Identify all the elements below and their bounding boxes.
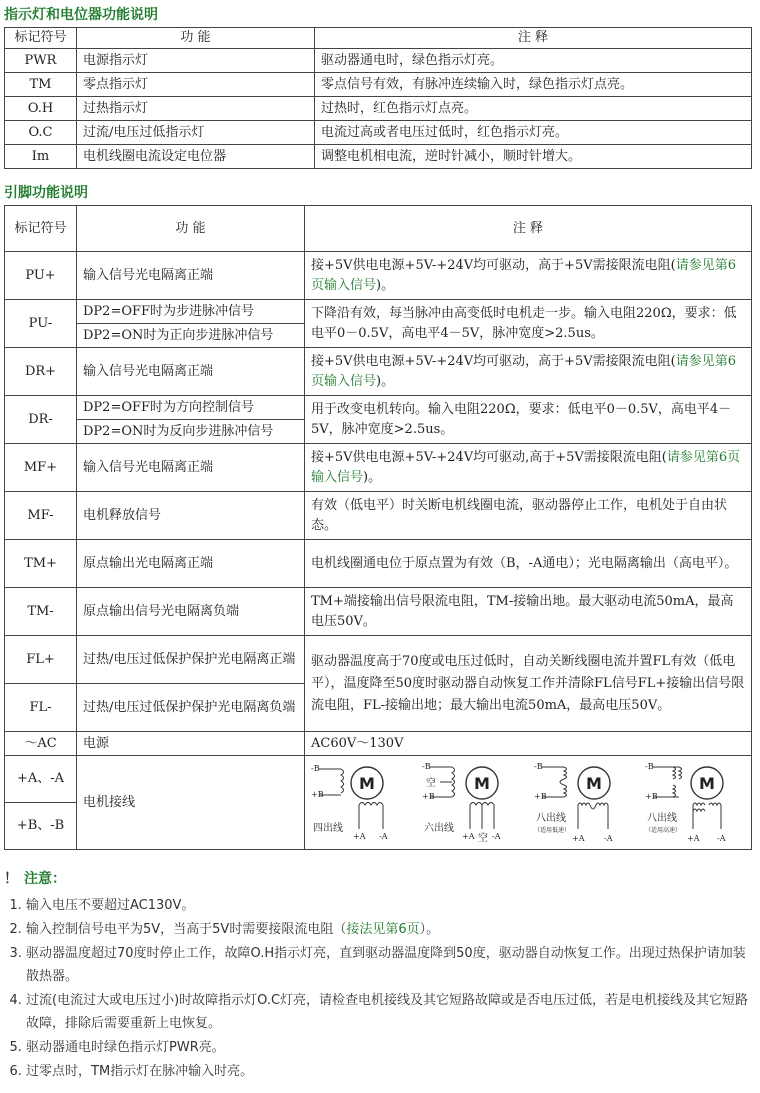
col-header-symbol: 标记符号 [5, 206, 77, 252]
diagram-subcaption: （适用低速） [533, 826, 570, 834]
list-item: 6. 过零点时，TM指示灯在脉冲输入时亮。 [26, 1060, 756, 1083]
diagram-subcaption: （适用高速） [645, 826, 682, 834]
label-minus-a: -A [492, 831, 501, 841]
pin-table [4, 205, 752, 850]
label-plus-a: +A [462, 831, 475, 841]
pin-function: 原点输出光电隔离正端 [77, 540, 305, 588]
row-note: 调整电机相电流，逆时针减小，顺时针增大。 [315, 145, 752, 169]
motor-letter: M [358, 773, 375, 793]
row-function: 零点指示灯 [77, 73, 315, 97]
col-header-note: 注 释 [315, 28, 752, 49]
pin-symbol: DR- [5, 396, 77, 444]
pin-function: 过热/电压过低保护保护光电隔离正端 [77, 636, 305, 684]
pin-function: DP2=OFF时为步进脉冲信号 [77, 300, 305, 324]
note-link: 请参见第6页输入信号 [311, 449, 741, 485]
motor-letter: M [699, 773, 716, 793]
pin-symbol: MF- [5, 492, 77, 540]
pin-function: 原点输出信号光电隔离负端 [77, 588, 305, 636]
pin-function: 输入信号光电隔离正端 [77, 252, 305, 300]
label-plus-b: +B [310, 789, 324, 799]
pin-function: DP2=OFF时为方向控制信号 [77, 396, 305, 420]
motor-letter: M [585, 773, 602, 793]
table-row [5, 588, 752, 636]
table-row [5, 49, 752, 73]
motor-letter: M [474, 773, 491, 793]
table-row [5, 73, 752, 97]
row-function: 电机线圈电流设定电位器 [77, 145, 315, 169]
pin-note: 接+5V供电电源+5V-+24V均可驱动,高于+5V需接限流电阻(请参见第6页输入信号)。 [305, 444, 752, 492]
row-note: 零点信号有效，有脉冲连续输入时，绿色指示灯点亮。 [315, 73, 752, 97]
label-empty: 空 [426, 777, 437, 789]
pin-symbol: ～AC [5, 732, 77, 756]
col-header-function: 功 能 [77, 206, 305, 252]
label-minus-b: -B [422, 761, 431, 771]
table-row [5, 540, 752, 588]
table-row [5, 492, 752, 540]
list-item: 3. 驱动器温度超过70度时停止工作，故障O.H指示灯亮，直到驱动器温度降到50度，驱动器自动恢复工作。出现过热保护请加装散热器。 [26, 942, 756, 988]
wiring-diagrams [305, 756, 752, 850]
pin-function: 过热/电压过低保护保护光电隔离负端 [77, 684, 305, 732]
table-row [5, 121, 752, 145]
label-minus-b: -B [645, 761, 654, 771]
notes-section [4, 868, 756, 1084]
label-plus-a: +A [687, 833, 700, 843]
pin-symbol: MF+ [5, 444, 77, 492]
wiring-diagram-8wire-high [645, 759, 745, 847]
table-row [5, 396, 752, 420]
row-symbol: TM [5, 73, 77, 97]
pin-note: AC60V～130V [305, 732, 752, 756]
list-item: 1. 输入电压不要超过AC130V。 [26, 894, 756, 917]
label-plus-a: +A [352, 831, 366, 841]
label-minus-a: -A [717, 833, 726, 843]
pin-symbol: +A、-A [5, 756, 77, 803]
indicator-table [4, 27, 752, 169]
label-minus-a: -A [378, 831, 388, 841]
pin-function: 输入信号光电隔离正端 [77, 348, 305, 396]
pin-function: 电机接线 [77, 756, 305, 850]
pin-symbol: FL- [5, 684, 77, 732]
col-header-note: 注 释 [305, 206, 752, 252]
table-row [5, 145, 752, 169]
label-plus-a: +A [571, 833, 585, 843]
row-note: 过热时，红色指示灯点亮。 [315, 97, 752, 121]
warning-icon: ！ [4, 871, 18, 887]
list-item: 5. 驱动器通电时绿色指示灯PWR亮。 [26, 1036, 756, 1059]
row-symbol: PWR [5, 49, 77, 73]
row-function: 电源指示灯 [77, 49, 315, 73]
table-row [5, 636, 752, 684]
pin-note: 下降沿有效，每当脉冲由高变低时电机走一步。输入电阻220Ω，要求：低电平0－0.5V，高电平4－5V，脉冲宽度>2.5us。 [305, 300, 752, 348]
note-link: 请参见第6页输入信号 [311, 353, 737, 389]
label-minus-b: -B [533, 761, 543, 771]
label-minus-a: -A [603, 833, 613, 843]
diagram-caption: 八出线 [647, 812, 678, 824]
pin-symbol: DR+ [5, 348, 77, 396]
pin-note: 接+5V供电电源+5V-+24V均可驱动，高于+5V需接限流电阻(请参见第6页输入信号)。 [305, 252, 752, 300]
pin-symbol: PU+ [5, 252, 77, 300]
pin-symbol: +B、-B [5, 803, 77, 850]
list-item: 4. 过流(电流过大或电压过小)时故障指示灯O.C灯亮，请检查电机接线及其它短路故障或是否电压过低，若是电机接线及其它短路故障，排除后需要重新上电恢复。 [26, 989, 756, 1035]
table-row [5, 732, 752, 756]
table-row [5, 756, 752, 803]
pin-note: 电机线圈通电位于原点置为有效（B，-A通电）；光电隔离输出（高电平）。 [305, 540, 752, 588]
list-item: 2. 输入控制信号电平为5V，当高于5V时需要接限流电阻（接法见第6页）。 [26, 918, 756, 941]
col-header-symbol: 标记符号 [5, 28, 77, 49]
row-symbol: O.H [5, 97, 77, 121]
pin-function: 电源 [77, 732, 305, 756]
pin-note: 有效（低电平）时关断电机线圈电流，驱动器停止工作，电机处于自由状态。 [305, 492, 752, 540]
notes-list [4, 894, 756, 1083]
wiring-diagram-6wire [422, 759, 522, 847]
wiring-diagram-4wire [311, 759, 411, 847]
pin-function: 输入信号光电隔离正端 [77, 444, 305, 492]
section1-title: 指示灯和电位器功能说明 [4, 7, 158, 23]
table-row [5, 444, 752, 492]
table-row [5, 300, 752, 324]
notes-title: ！ 注意： [4, 871, 66, 887]
label-plus-b: +B [533, 791, 547, 801]
row-function: 过流/电压过低指示灯 [77, 121, 315, 145]
col-header-function: 功 能 [77, 28, 315, 49]
pin-note: 接+5V供电电源+5V-+24V均可驱动，高于+5V需接限流电阻(请参见第6页输入信号)。 [305, 348, 752, 396]
pin-note: 用于改变电机转向。输入电阻220Ω，要求：低电平0－0.5V，高电平4－5V，脉冲宽度>2.5us。 [305, 396, 752, 444]
pin-function: 电机释放信号 [77, 492, 305, 540]
label-empty: 空 [478, 832, 489, 844]
pin-note: 驱动器温度高于70度或电压过低时，自动关断线圈电流并置FL有效（低电平），温度降至50度时驱动器自动恢复工作并清除FL信号FL+接输出信号限流电阻，FL-接输出地；最大输出电流50mA，最高电压50V。 [305, 636, 752, 732]
pin-function: DP2=ON时为反向步进脉冲信号 [77, 420, 305, 444]
row-note: 驱动器通电时，绿色指示灯亮。 [315, 49, 752, 73]
row-function: 过热指示灯 [77, 97, 315, 121]
note-link: 请参见第6页输入信号 [311, 257, 737, 293]
note-link: 接法见第6页 [346, 922, 420, 937]
pin-symbol: TM- [5, 588, 77, 636]
label-plus-b: +B [422, 791, 435, 801]
diagram-caption: 八出线 [535, 812, 566, 824]
table-row [5, 252, 752, 300]
row-symbol: Im [5, 145, 77, 169]
label-minus-b: -B [310, 763, 320, 773]
wiring-diagram-8wire-low [534, 759, 634, 847]
pin-function: DP2=ON时为正向步进脉冲信号 [77, 324, 305, 348]
label-plus-b: +B [645, 791, 658, 801]
pin-symbol: TM+ [5, 540, 77, 588]
diagram-caption: 四出线 [312, 822, 343, 834]
pin-symbol: PU- [5, 300, 77, 348]
section2-title: 引脚功能说明 [4, 185, 88, 201]
diagram-caption: 六出线 [424, 822, 455, 834]
pin-symbol: FL+ [5, 636, 77, 684]
pin-note: TM+端接输出信号限流电阻，TM-接输出地。最大驱动电流50mA，最高电压50V。 [305, 588, 752, 636]
table-row [5, 348, 752, 396]
table-row [5, 97, 752, 121]
row-symbol: O.C [5, 121, 77, 145]
row-note: 电流过高或者电压过低时，红色指示灯亮。 [315, 121, 752, 145]
